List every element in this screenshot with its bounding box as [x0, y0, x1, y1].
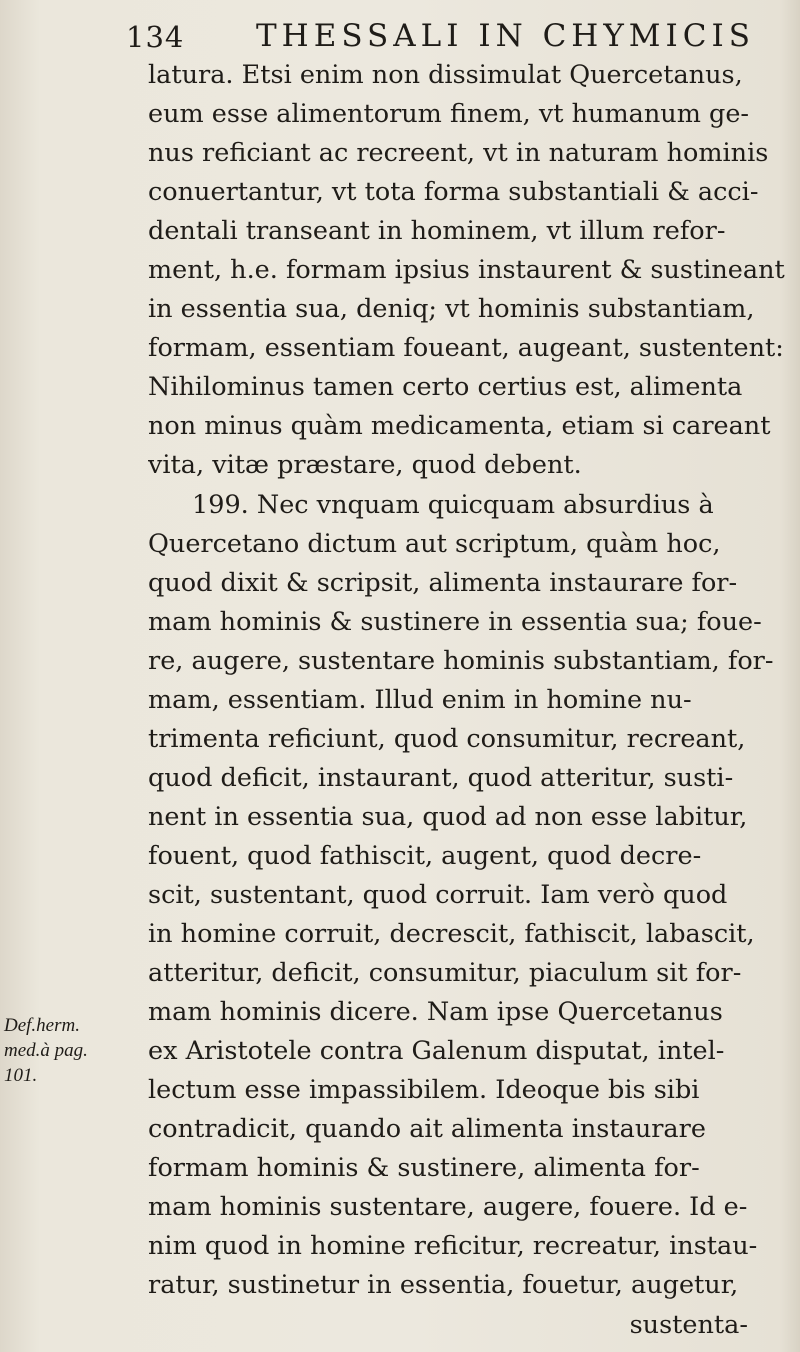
text-line: eum esse alimentorum finem, vt humanum ge- — [148, 99, 750, 130]
text-line: quod dixit & scripsit, alimenta instaurare for- — [148, 567, 738, 598]
text-line: Nihilominus tamen certo certius est, alimenta — [148, 372, 743, 403]
text-line: Quercetano dictum aut scriptum, quàm hoc, — [148, 528, 721, 559]
margin-note — [4, 1013, 144, 1088]
text-line: mam hominis sustentare, augere, fouere. Id e- — [148, 1192, 748, 1223]
text-line: formam hominis & sustinere, alimenta for- — [148, 1153, 700, 1184]
text-line: scit, sustentant, quod corruit. Iam verò quod — [148, 879, 728, 910]
text-line: lectum esse impassibilem. Ideoque bis sibi — [148, 1075, 700, 1106]
text-line: nim quod in homine reficitur, recreatur, instau- — [148, 1231, 758, 1262]
text-line: quod deficit, instaurant, quod atteritur, susti- — [148, 762, 734, 793]
text-line: mam hominis dicere. Nam ipse Quercetanus — [148, 997, 723, 1028]
text-line: ment, h.e. formam ipsius instaurent & sustineant — [148, 255, 785, 286]
text-line: contradicit, quando ait alimenta instaurare — [148, 1114, 706, 1145]
text-line: ex Aristotele contra Galenum disputat, intel- — [148, 1036, 725, 1067]
text-line: in homine corruit, decrescit, fathiscit, labascit, — [148, 919, 755, 950]
text-line: non minus quàm medicamenta, etiam si careant — [148, 411, 771, 442]
text-line: re, augere, sustentare hominis substantiam, for- — [148, 645, 774, 676]
text-line: in essentia sua, deniq; vt hominis substantiam, — [148, 294, 755, 325]
margin-note-line: med.à pag. — [4, 1040, 88, 1061]
text-line: trimenta reficiunt, quod consumitur, recreant, — [148, 723, 746, 754]
margin-note-line: Def.herm. — [4, 1015, 80, 1036]
text-line: ratur, sustinetur in essentia, fouetur, augetur, — [148, 1270, 739, 1301]
text-line: nus reficiant ac recreent, vt in naturam hominis — [148, 138, 769, 169]
page-number: 134 — [126, 20, 185, 54]
text-line: formam, essentiam foueant, augeant, sustentent: — [148, 333, 784, 364]
paragraph-start-line: 199. Nec vnquam quicquam absurdius à — [192, 489, 714, 520]
text-line: mam, essentiam. Illud enim in homine nu- — [148, 684, 692, 715]
text-line: atteritur, deficit, consumitur, piaculum sit for- — [148, 958, 742, 989]
text-line: fouent, quod fathiscit, augent, quod decre- — [148, 840, 702, 871]
body-text — [148, 56, 788, 1345]
text-line: vita, vitæ præstare, quod debent. — [148, 450, 582, 481]
running-title: THESSALI IN CHYMICIS — [256, 18, 755, 54]
text-line: latura. Etsi enim non dissimulat Quercetanus, — [148, 60, 743, 90]
text-line: nent in essentia sua, quod ad non esse labitur, — [148, 801, 748, 832]
margin-note-line: 101. — [4, 1065, 38, 1086]
catchword-line: sustenta- — [629, 1309, 748, 1340]
page-header — [118, 12, 758, 58]
text-line: dentali transeant in hominem, vt illum refor- — [148, 216, 726, 247]
text-line: mam hominis & sustinere in essentia sua; foue- — [148, 606, 762, 637]
text-line: conuertantur, vt tota forma substantiali & acci- — [148, 177, 759, 208]
